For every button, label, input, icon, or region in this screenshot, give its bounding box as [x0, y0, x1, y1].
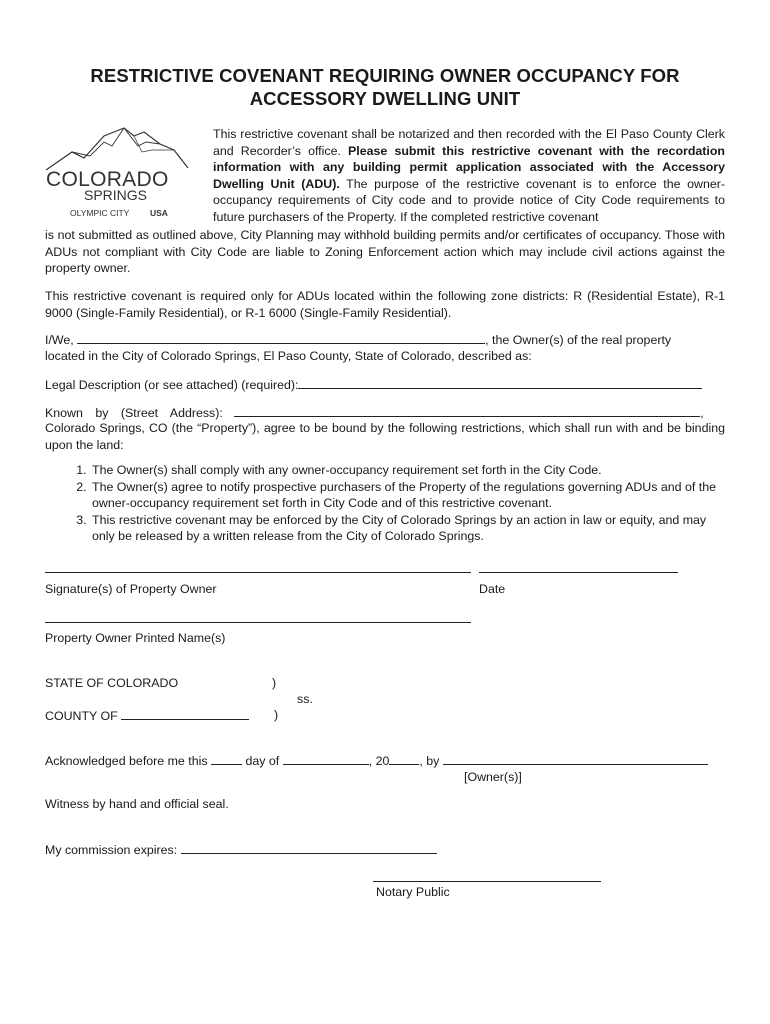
owner-location-text: located in the City of Colorado Springs, El Paso County, State of Colorado, described as:: [45, 349, 532, 363]
date-label: Date: [479, 582, 506, 596]
ack-month-field[interactable]: [283, 752, 369, 765]
ack-owner-field[interactable]: [443, 752, 708, 765]
restriction-item: 1. The Owner(s) shall comply with any owner-occupancy requirement set forth in the City Code.: [90, 462, 725, 479]
state-label: STATE OF COLORADO: [45, 676, 179, 690]
street-address-comma: ,: [700, 406, 704, 420]
intro-text-1: This restrictive covenant shall be notarized and then recorded with the El Paso County Clerk and Recorder’s office.: [213, 127, 725, 158]
printed-name-field[interactable]: [45, 622, 471, 623]
date-field[interactable]: [479, 572, 678, 573]
owner-name-row: [45, 331, 725, 349]
restrictions-list: [45, 462, 725, 545]
mountain-outline-icon: [46, 128, 188, 170]
owner-signature-label: Signature(s) of Property Owner: [45, 582, 217, 596]
acknowledgement-row: [45, 752, 708, 769]
intro-bold-text: Please submit this restrictive covenant with the recordation information with any building permit application associated with the Accessory Dwelling Unit (ADU).: [213, 143, 726, 191]
printed-name-label: Property Owner Printed Name(s): [45, 631, 226, 645]
owner-suffix: , the Owner(s) of the real property: [485, 333, 672, 347]
ack-day-field[interactable]: [211, 752, 242, 765]
witness-text: Witness by hand and official seal.: [45, 797, 229, 811]
commission-expiry-field[interactable]: [181, 841, 437, 854]
zone-districts-paragraph: This restrictive covenant is required only for ADUs located within the following zone districts: R (Residential Estate), R-1 9000 (Single-Family Residential), or R-1 6000 (Single-Family Residential).: [45, 289, 725, 320]
owner-name-field[interactable]: [77, 331, 485, 344]
county-paren: ): [274, 708, 279, 722]
title-line-2: ACCESSORY DWELLING UNIT: [249, 88, 521, 109]
commission-label: My commission expires:: [45, 843, 178, 857]
owners-label: [Owner(s)]: [464, 770, 522, 784]
intro-paragraph-continued: is not submitted as outlined above, City Planning may withhold building permits and/or certificates of occupancy. Those with ADUs not compliant with City Code are liable to Zoning Enforcement action which may include civil actions against the property owner.: [45, 228, 725, 276]
county-label: COUNTY OF: [45, 709, 118, 723]
street-address-field[interactable]: [234, 404, 700, 417]
ack-year-field[interactable]: [389, 752, 419, 765]
legal-description-row: [45, 376, 725, 394]
street-address-label: Known by (Street Address):: [45, 406, 223, 420]
intro-text-2: The purpose of the restrictive covenant is to enforce the owner-occupancy requirements of City code and to provide notice of City Code requirements to future purchasers of the Property. If the completed restrictive covenant: [213, 176, 725, 224]
ack-text-3: , 20: [368, 754, 390, 768]
county-field[interactable]: [121, 707, 249, 720]
colorado-springs-logo: [42, 122, 192, 222]
owner-signature-field[interactable]: [45, 572, 471, 573]
notary-public-label: Notary Public: [376, 885, 450, 899]
county-row: [45, 707, 249, 724]
restriction-item: 2. The Owner(s) agree to notify prospective purchasers of the Property of the regulations governing ADUs and of the owner-occupancy requirement set forth in City Code and of this restrictive covenant.: [90, 479, 725, 512]
logo-tagline-b: USA: [150, 208, 168, 218]
street-address-row: [45, 404, 725, 422]
ack-text-1: Acknowledged before me this: [45, 754, 208, 768]
ack-text-4: , by: [419, 754, 440, 768]
legal-description-label: Legal Description (or see attached) (required):: [45, 378, 299, 392]
logo-tagline-a: OLYMPIC CITY: [70, 208, 130, 218]
notary-signature-field[interactable]: [373, 881, 601, 882]
title-line-1: RESTRICTIVE COVENANT REQUIRING OWNER OCCUPANCY FOR: [90, 65, 680, 86]
owner-prefix: I/We,: [45, 333, 74, 347]
property-agreement-text: Colorado Springs, CO (the “Property”), agree to be bound by the following restrictions, which shall run with and be binding upon the land:: [45, 421, 725, 452]
legal-description-field[interactable]: [298, 376, 702, 389]
ack-text-2: day of: [245, 754, 280, 768]
logo-sub: SPRINGS: [84, 187, 148, 203]
logo-name: COLORADO: [46, 168, 169, 191]
commission-row: [45, 841, 437, 858]
intro-paragraph: [213, 126, 725, 226]
state-paren: ): [272, 676, 277, 690]
document-title: [40, 64, 730, 110]
restriction-item: 3. This restrictive covenant may be enforced by the City of Colorado Springs by an action in law or equity, and may only be released by a written release from the City of Colorado Springs.: [90, 512, 725, 545]
ss-label: ss.: [297, 692, 313, 706]
